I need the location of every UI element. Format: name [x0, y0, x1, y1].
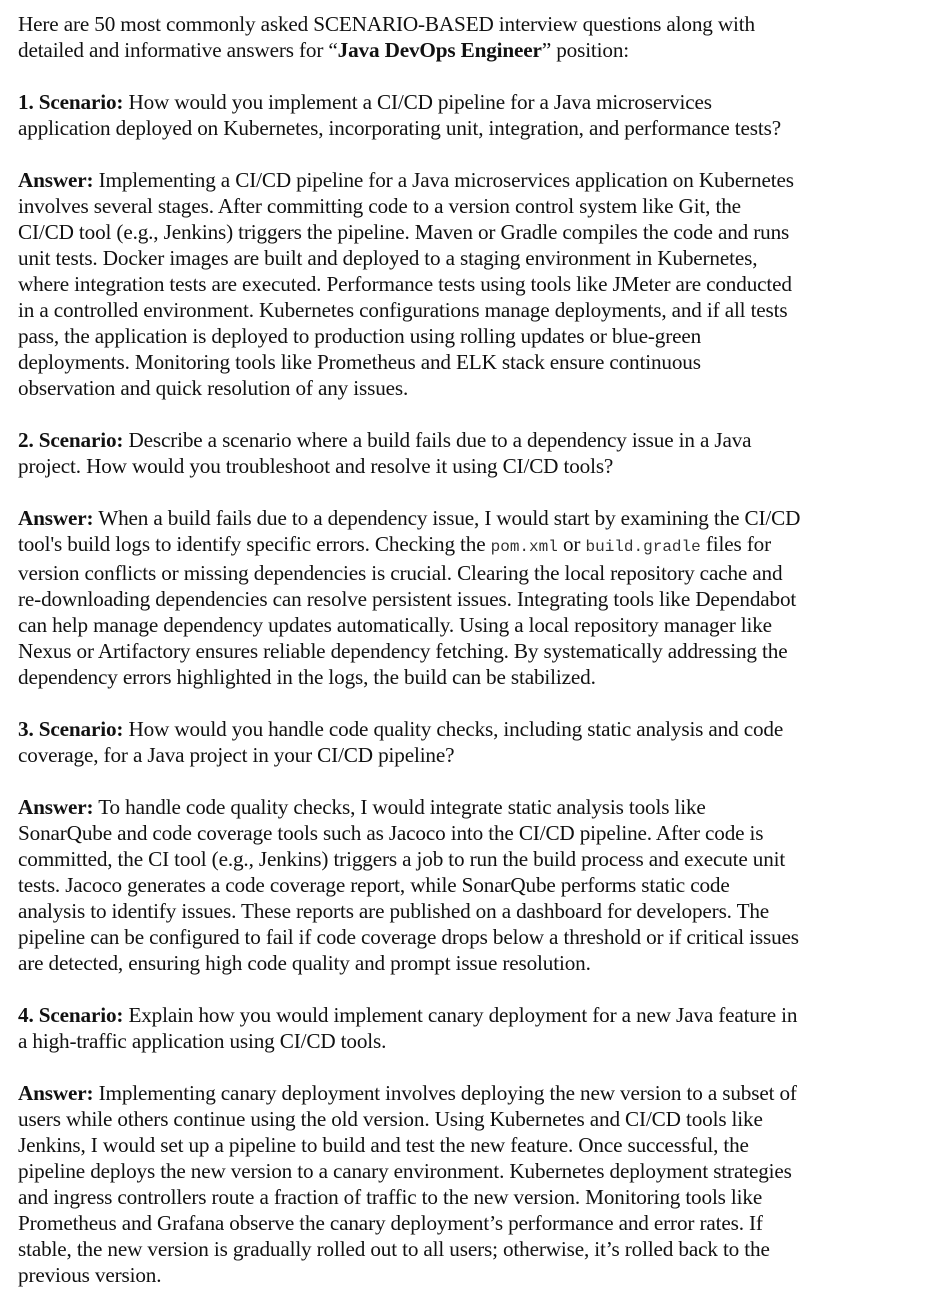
answer-line — [18, 167, 918, 193]
answer-line-with-code — [18, 531, 918, 560]
scenario-3-label: 3. Scenario: — [18, 717, 124, 741]
scenario-2-question — [18, 427, 918, 479]
answer-text: version conflicts or missing dependencies is crucial. Clearing the local repository cache and — [18, 561, 783, 585]
spacer — [18, 141, 918, 167]
spacer — [18, 63, 918, 89]
answer-line — [18, 794, 918, 820]
answer-text: unit tests. Docker images are built and deployed to a staging environment in Kubernetes, — [18, 246, 758, 270]
scenario-1-label: 1. Scenario: — [18, 90, 124, 114]
answer-text: Jenkins, I would set up a pipeline to build and test the new feature. Once successful, the — [18, 1133, 749, 1157]
answer-text: or — [557, 532, 586, 556]
inline-code-pom-xml: pom.xml — [490, 538, 558, 556]
answer-label: Answer: — [18, 506, 94, 530]
spacer — [18, 1054, 918, 1080]
spacer — [18, 690, 918, 716]
answer-text: users while others continue using the old version. Using Kubernetes and CI/CD tools like — [18, 1107, 763, 1131]
intro-text: detailed and informative answers for “ — [18, 38, 338, 62]
answer-text: stable, the new version is gradually rolled out to all users; otherwise, it’s rolled back to the — [18, 1237, 770, 1261]
answer-text: SonarQube and code coverage tools such as Jacoco into the CI/CD pipeline. After code is — [18, 821, 764, 845]
scenario-4-question — [18, 1002, 918, 1054]
answer-text: To handle code quality checks, I would integrate static analysis tools like — [93, 795, 706, 819]
answer-text: CI/CD tool (e.g., Jenkins) triggers the pipeline. Maven or Gradle compiles the code and runs — [18, 220, 790, 244]
scenario-2-answer — [18, 505, 918, 690]
scenario-1-question — [18, 89, 918, 141]
answer-text: Implementing a CI/CD pipeline for a Java microservices application on Kubernetes — [93, 168, 794, 192]
scenario-2-label: 2. Scenario: — [18, 428, 124, 452]
answer-text: and ingress controllers route a fraction of traffic to the new version. Monitoring tools like — [18, 1185, 763, 1209]
answer-text: pipeline deploys the new version to a canary environment. Kubernetes deployment strategies — [18, 1159, 792, 1183]
intro-text-end: ” position: — [541, 38, 630, 62]
scenario-text: project. How would you troubleshoot and resolve it using CI/CD tools? — [18, 454, 614, 478]
scenario-2-line — [18, 427, 918, 453]
answer-text: committed, the CI tool (e.g., Jenkins) triggers a job to run the build process and execute unit — [18, 847, 786, 871]
scenario-text: How would you implement a CI/CD pipeline for a Java microservices — [123, 90, 712, 114]
scenario-text: Explain how you would implement canary deployment for a new Java feature in — [123, 1003, 798, 1027]
scenario-4-line — [18, 1002, 918, 1028]
document-page — [18, 11, 918, 1288]
answer-text: where integration tests are executed. Performance tests using tools like JMeter are conducted — [18, 272, 792, 296]
answer-text: tool's build logs to identify specific errors. Checking the — [18, 532, 491, 556]
spacer — [18, 401, 918, 427]
answer-text: observation and quick resolution of any issues. — [18, 376, 409, 400]
answer-text: dependency errors highlighted in the logs, the build can be stabilized. — [18, 665, 596, 689]
answer-text: analysis to identify issues. These reports are published on a dashboard for developers. The — [18, 899, 770, 923]
scenario-text: Describe a scenario where a build fails due to a dependency issue in a Java — [123, 428, 752, 452]
scenario-text: coverage, for a Java project in your CI/CD pipeline? — [18, 743, 455, 767]
scenario-text: a high-traffic application using CI/CD tools. — [18, 1029, 387, 1053]
answer-text: pass, the application is deployed to production using rolling updates or blue-green — [18, 324, 702, 348]
answer-text: pipeline can be configured to fail if code coverage drops below a threshold or if critical issues — [18, 925, 799, 949]
answer-text: are detected, ensuring high code quality and prompt issue resolution. — [18, 951, 591, 975]
answer-line — [18, 505, 918, 531]
answer-text: Implementing canary deployment involves deploying the new version to a subset of — [93, 1081, 797, 1105]
inline-code-build-gradle: build.gradle — [585, 538, 701, 556]
answer-text: When a build fails due to a dependency issue, I would start by examining the CI/CD — [93, 506, 801, 530]
scenario-text: How would you handle code quality checks, including static analysis and code — [123, 717, 784, 741]
scenario-3-answer — [18, 794, 918, 976]
answer-label: Answer: — [18, 1081, 94, 1105]
spacer — [18, 976, 918, 1002]
intro-paragraph — [18, 11, 918, 63]
answer-text: previous version. — [18, 1263, 162, 1287]
answer-text: tests. Jacoco generates a code coverage report, while SonarQube performs static code — [18, 873, 730, 897]
scenario-4-answer — [18, 1080, 918, 1288]
spacer — [18, 479, 918, 505]
intro-line-1: Here are 50 most commonly asked SCENARIO-BASED interview questions along with — [18, 12, 755, 36]
intro-line-2 — [18, 37, 918, 63]
answer-label: Answer: — [18, 795, 94, 819]
scenario-1-answer — [18, 167, 918, 401]
job-title: Java DevOps Engineer — [337, 38, 542, 62]
answer-text: deployments. Monitoring tools like Prometheus and ELK stack ensure continuous — [18, 350, 701, 374]
scenario-text: application deployed on Kubernetes, incorporating unit, integration, and performance tests? — [18, 116, 781, 140]
answer-text: can help manage dependency updates automatically. Using a local repository manager like — [18, 613, 772, 637]
scenario-3-question — [18, 716, 918, 768]
spacer — [18, 768, 918, 794]
scenario-3-line — [18, 716, 918, 742]
scenario-4-label: 4. Scenario: — [18, 1003, 124, 1027]
answer-text: Prometheus and Grafana observe the canary deployment’s performance and error rates. If — [18, 1211, 763, 1235]
answer-text: Nexus or Artifactory ensures reliable dependency fetching. By systematically addressing the — [18, 639, 788, 663]
answer-text: re-downloading dependencies can resolve persistent issues. Integrating tools like Dependabot — [18, 587, 797, 611]
answer-line — [18, 1080, 918, 1106]
answer-label: Answer: — [18, 168, 94, 192]
answer-text: involves several stages. After committing code to a version control system like Git, the — [18, 194, 741, 218]
scenario-1-line — [18, 89, 918, 115]
answer-text: in a controlled environment. Kubernetes configurations manage deployments, and if all tests — [18, 298, 788, 322]
answer-text: files for — [700, 532, 771, 556]
